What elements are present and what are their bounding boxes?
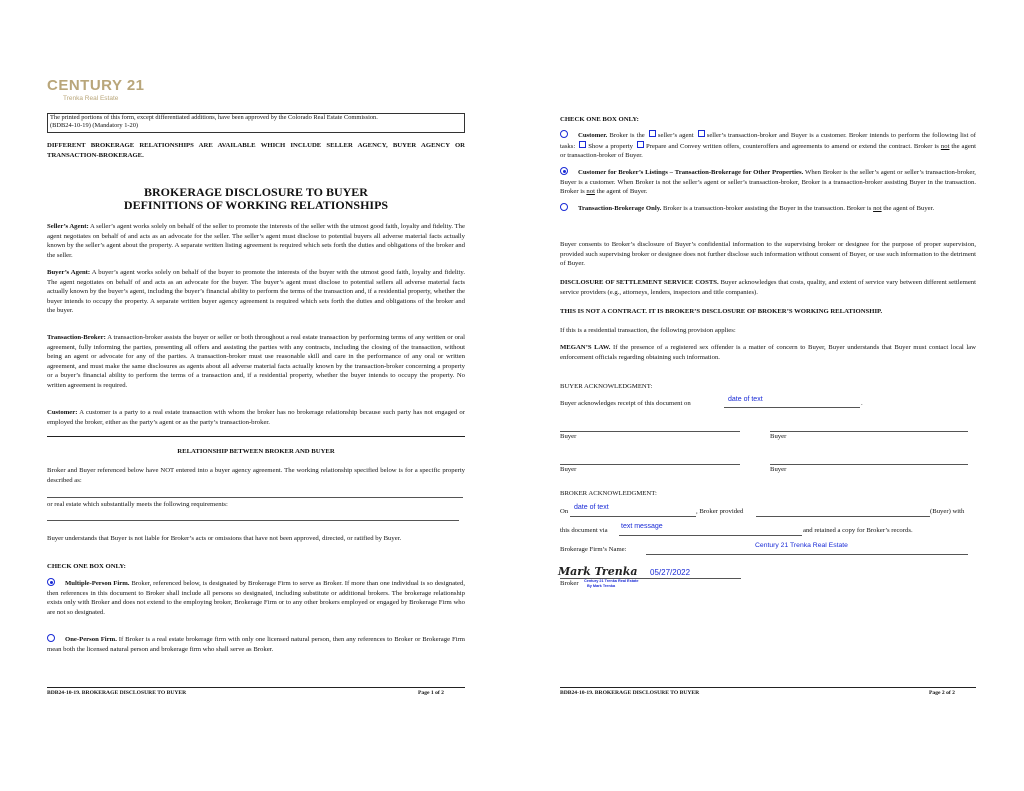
- buyer-sign-line-4[interactable]: [770, 464, 968, 465]
- sellers-agent-paragraph: [47, 222, 465, 260]
- title-line-2: DEFINITIONS OF WORKING RELATIONSHIPS: [123, 198, 389, 212]
- residential-note: If this is a residential transaction, the following provision applies:: [560, 327, 736, 334]
- buyer-label-2: Buyer: [770, 433, 787, 440]
- firm-name-field[interactable]: [646, 554, 968, 555]
- megans-law: [560, 343, 976, 362]
- requirements-field[interactable]: [47, 520, 459, 521]
- customer-text-c: seller’s transaction-broker and Buyer is a customer. Broker intends to perform the following list of tasks:: [560, 132, 976, 150]
- or-real-estate: or real estate which substantially meets the following requirements:: [47, 501, 228, 508]
- approval-notice: [47, 113, 465, 133]
- megans-label: MEGAN’S LAW.: [560, 344, 611, 351]
- footer-form-name-2: BDB24-10-19. BROKERAGE DISCLOSURE TO BUYER: [560, 690, 700, 696]
- logo-sub: Trenka Real Estate: [63, 95, 119, 102]
- buyer-ack-date-field[interactable]: [724, 407, 860, 408]
- buyer-ack-heading: BUYER ACKNOWLEDGMENT:: [560, 383, 653, 390]
- consent-paragraph: Buyer consents to Broker’s disclosure of Buyer’s confidential information to the supervising broker or designee for the purpose of proper supervision, provided such supervising broker or designee does not further disclose such information without consent of Buyer, or use such information to the detriment of Buyer.: [560, 241, 976, 268]
- settlement-paragraph: [560, 278, 976, 297]
- tb-only-option: [560, 203, 976, 214]
- listings-option-label: Customer for Broker’s Listings – Transaction-Brokerage for Other Properties.: [578, 169, 804, 176]
- transaction-broker-label: Transaction-Broker:: [47, 334, 106, 341]
- on-date-field[interactable]: [570, 516, 696, 517]
- broker-stamp-line-2: By Mark Trenka: [587, 583, 616, 588]
- broker-provided: , Broker provided: [696, 508, 744, 515]
- logo-brand: CENTURY 21: [47, 77, 145, 94]
- buyer-sign-line-1[interactable]: [560, 431, 740, 432]
- sign-date[interactable]: 05/27/2022: [650, 568, 691, 577]
- sellers-tb-checkbox[interactable]: [698, 130, 705, 137]
- buyer-understands: Buyer understands that Buyer is not liable for Broker’s acts or omissions that have not been approved, directed, or ratified by Buyer.: [47, 535, 402, 542]
- broker-stamp-line-1: Century 21 Trenka Real Estate: [584, 579, 639, 583]
- customer-text-d: Show a property: [588, 142, 633, 150]
- customer-text: A customer is a party to a real estate transaction with whom the broker has no brokerage relationship because such party has not engaged or employed the broker, either as the party’s agent or as the party’s transaction-broker.: [47, 409, 465, 426]
- via-field[interactable]: [619, 535, 802, 536]
- buyers-agent-text: A buyer’s agent works solely on behalf of the buyer to promote the interests of the buyer with the utmost good faith, loyalty and fidelity. The agent negotiates on behalf of and acts as an advocate for the buyer. The buyer’s agent must disclose to potential sellers all adverse material facts actually known by the buyer’s agent, including the buyer’s financial ability to perform the terms of the transaction and, if a residential property, whether the buyer intends to occupy the property. A separate written buyer agency agreement is required which sets forth the duties and obligations of the broker and the buyer.: [47, 269, 465, 315]
- multiple-person-radio[interactable]: [47, 578, 55, 586]
- buyers-agent-paragraph: [47, 268, 465, 316]
- one-person-text: If Broker is a real estate brokerage firm with only one licensed natural person, then any references to Broker or Brokerage Firm mean both the licensed natural person and brokerage firm who shall serve as Broker.: [47, 636, 465, 653]
- via-value[interactable]: text message: [621, 523, 663, 530]
- buyer-ack-text: Buyer acknowledges receipt of this document on: [560, 400, 691, 407]
- customer-radio[interactable]: [560, 130, 568, 138]
- listings-not: not: [586, 188, 595, 196]
- sellers-agent-checkbox[interactable]: [649, 130, 656, 137]
- buyer-ack-date-value[interactable]: date of text: [728, 396, 763, 403]
- buyer-label-3: Buyer: [560, 466, 577, 473]
- listings-text-b: the agent of Buyer.: [596, 188, 648, 196]
- customer-option-label: Customer.: [578, 132, 608, 139]
- tb-only-text-a: Broker is a transaction-broker assisting the Buyer in the transaction. Broker is: [663, 205, 872, 212]
- different-relationships: DIFFERENT BROKERAGE RELATIONSHIPS ARE AVAILABLE WHICH INCLUDE SELLER AGENCY, BUYER AGENCY OR TRANSACTION-BROKERAGE.: [47, 142, 465, 159]
- listings-radio[interactable]: [560, 167, 568, 175]
- customer-text-f: the agent or transaction-broker of Buyer.: [560, 142, 977, 160]
- not-contract: THIS IS NOT A CONTRACT. IT IS BROKER’S DISCLOSURE OF BROKER’S WORKING RELATIONSHIP.: [560, 308, 883, 315]
- buyer-sign-line-3[interactable]: [560, 464, 740, 465]
- doc-title: [47, 186, 465, 212]
- prepare-convey-checkbox[interactable]: [637, 141, 644, 148]
- property-description-field[interactable]: [47, 497, 463, 498]
- approval-notice-line-1: The printed portions of this form, except differentiated additions, have been approved by the Colorado Real Estate Commission.: [50, 114, 378, 121]
- one-person-label: One-Person Firm.: [65, 636, 117, 643]
- multiple-person-text: Broker, referenced below, is designated by Brokerage Firm to serve as Broker. If more than one individual is so designated, then references in this document to Broker shall include all persons so designated, including substitute or additional brokers. The brokerage relationship exists only with Broker and does not extend to the employing broker, Brokerage Firm or to any other brokers employed or engaged by Brokerage Firm who are not so designated.: [47, 580, 466, 616]
- buyer-ack-period: .: [861, 400, 863, 407]
- customer-text-a: Broker is the: [609, 132, 645, 139]
- tb-only-radio[interactable]: [560, 203, 568, 211]
- customer-text-b: seller’s agent: [657, 132, 694, 139]
- title-line-1: BROKERAGE DISCLOSURE TO BUYER: [144, 185, 368, 199]
- customer-option: [560, 130, 976, 161]
- show-property-checkbox[interactable]: [579, 141, 586, 148]
- buyers-agent-label: Buyer’s Agent:: [47, 269, 91, 276]
- tb-only-text-b: the agent of Buyer.: [883, 205, 935, 212]
- footer-page-number-1: Page 1 of 2: [418, 690, 444, 696]
- on-date-value[interactable]: date of text: [574, 504, 609, 511]
- broker-label: Broker: [560, 580, 579, 587]
- tb-only-not: not: [873, 205, 882, 212]
- customer-not: not: [940, 142, 950, 150]
- broker-ack-heading: BROKER ACKNOWLEDGMENT:: [560, 490, 657, 497]
- buyer-label-4: Buyer: [770, 466, 787, 473]
- tb-only-label: Transaction-Brokerage Only.: [578, 205, 662, 212]
- footer-page-number-2: Page 2 of 2: [929, 690, 955, 696]
- buyer-with: (Buyer) with: [930, 508, 965, 515]
- century21-logo: [47, 77, 145, 102]
- customer-text-e: Prepare and Convey written offers, counteroffers and agreements to amend or extend the contract. Broker is: [645, 142, 939, 150]
- one-person-radio[interactable]: [47, 634, 55, 642]
- megans-text: If the presence of a registered sex offender is a matter of concern to Buyer, Buyer understands that Buyer must contact local law enforcement officials regarding obtaining such information.: [560, 344, 977, 361]
- listings-option: [560, 167, 976, 197]
- transaction-broker-paragraph: [47, 333, 465, 391]
- check-one-heading-2: CHECK ONE BOX ONLY:: [560, 116, 639, 123]
- sellers-agent-label: Seller’s Agent:: [47, 223, 89, 230]
- firm-name-value[interactable]: Century 21 Trenka Real Estate: [755, 542, 848, 549]
- multiple-person-label: Multiple-Person Firm.: [65, 580, 130, 587]
- transaction-broker-text: A transaction-broker assists the buyer or seller or both throughout a real estate transaction by performing terms of any written or oral agreement, fully informing the parties, presenting all offers and assisting the parties with any contracts, including the closing of the transaction, without being an agent or advocate for any of the parties. A transaction-broker must use reasonable skill and care in the performance of any oral or written agreement, and must make the same disclosures as agents about all adverse material facts actually known by the transaction-broker concerning a property or a buyer’s financial ability to perform the terms of a transaction and, if a residential property, whether the buyer intends to occupy the property. No written agreement is required.: [47, 334, 465, 389]
- firm-name-label: Brokerage Firm’s Name:: [560, 546, 627, 553]
- page-2: [512, 0, 1024, 791]
- customer-label: Customer:: [47, 409, 78, 416]
- retained-text: and retained a copy for Broker’s records.: [803, 527, 913, 534]
- settlement-label: DISCLOSURE OF SETTLEMENT SERVICE COSTS.: [560, 279, 719, 286]
- relationship-text: Broker and Buyer referenced below have NOT entered into a buyer agency agreement. The working relationship specified below is for a specific property described as:: [47, 467, 465, 484]
- check-one-heading-1: CHECK ONE BOX ONLY:: [47, 563, 126, 570]
- approval-notice-line-2: (BDB24-10-19) (Mandatory 1-20): [50, 122, 139, 129]
- customer-paragraph: [47, 408, 465, 427]
- buyer-sign-line-2[interactable]: [770, 431, 968, 432]
- broker-stamp: [584, 579, 638, 588]
- relationship-heading: RELATIONSHIP BETWEEN BROKER AND BUYER: [177, 448, 335, 455]
- footer-rule-2: [560, 687, 976, 688]
- footer-rule-1: [47, 687, 465, 688]
- buyer-name-field[interactable]: [756, 516, 930, 517]
- broker-signature: Mark Trenka: [558, 565, 638, 578]
- doc-via-label: this document via: [560, 527, 608, 534]
- listings-text-a: When Broker is the seller’s agent or seller’s transaction-broker, Buyer is a customer. When Broker is not the seller’s agent or seller’s transaction-broker, Broker is a transaction-broker assisting Buyer in the transaction. Broker is: [560, 169, 976, 196]
- footer-form-name-1: BDB24-10-19. BROKERAGE DISCLOSURE TO BUYER: [47, 690, 187, 696]
- section-divider: [47, 436, 465, 437]
- buyer-label-1: Buyer: [560, 433, 577, 440]
- sellers-agent-text: A seller’s agent works solely on behalf of the seller to promote the interests of the seller with the utmost good faith, loyalty and fidelity. The agent negotiates on behalf of and acts as an advocate for the seller. The seller’s agent must disclose to potential buyers all adverse material facts actually known by the seller’s agent about the property. A separate written listing agreement is required which sets forth the duties and obligations of the broker and the seller.: [47, 223, 465, 259]
- multiple-person-option: [47, 578, 465, 617]
- one-person-option: [47, 634, 465, 654]
- on-label: On: [560, 508, 569, 515]
- settlement-text: Buyer acknowledges that costs, quality, and extent of service vary between different settlement service providers (e.g., attorneys, lenders, inspectors and title companies).: [560, 279, 976, 296]
